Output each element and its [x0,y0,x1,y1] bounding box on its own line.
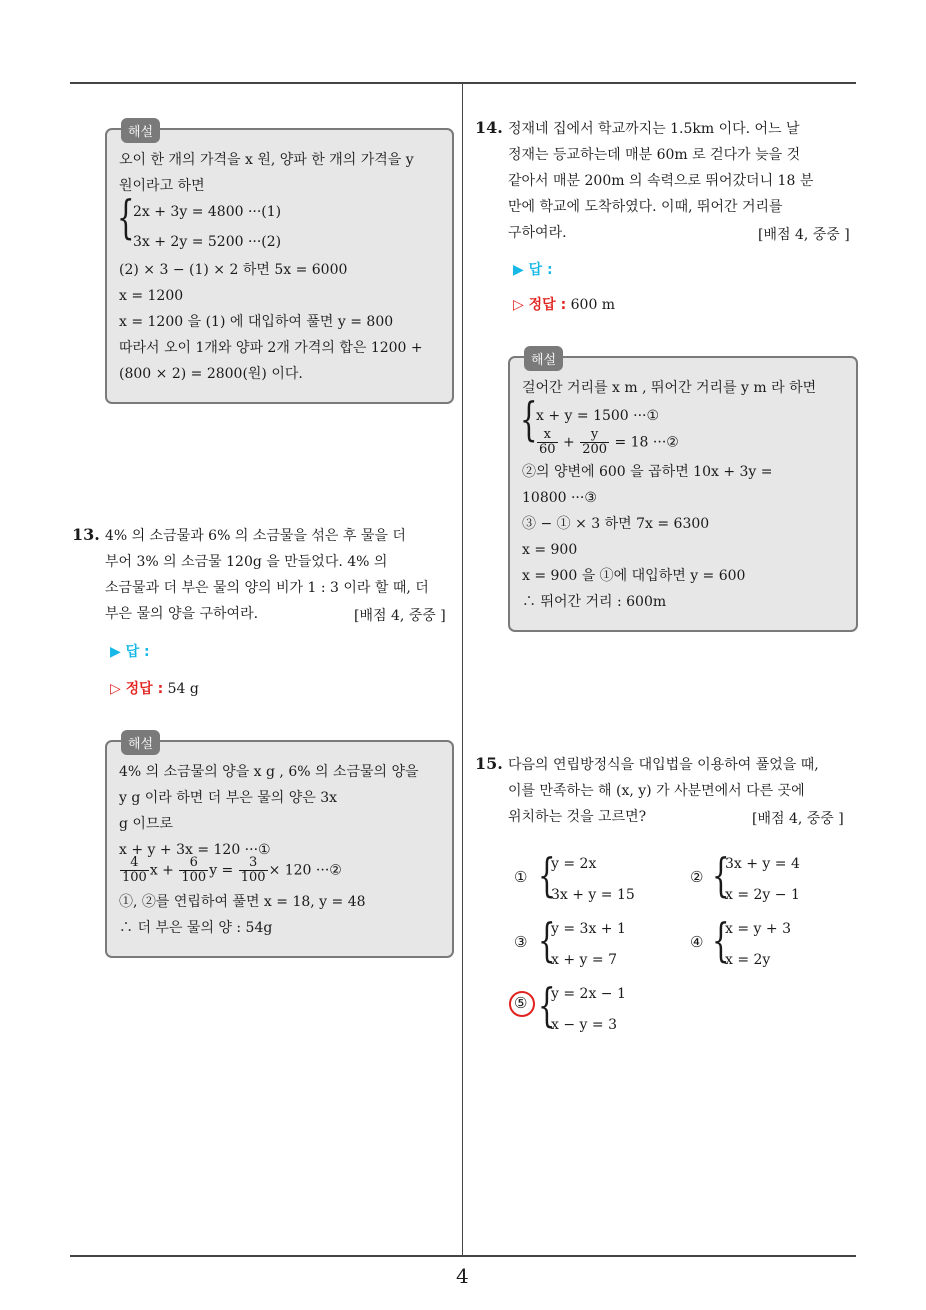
top-rule [70,82,856,84]
solution-line: ③ − ① × 3 하면 7x = 6300 [522,516,710,532]
answer-label: ▶ 답 : [110,644,150,660]
score-meta: [배점 4, 중중 ] [758,227,850,243]
solution-line: 걸어간 거리를 x m , 뛰어간 거리를 y m 라 하면 [522,380,817,396]
option-equation: 3x + y = 4 [725,856,800,872]
option-equation: x = 2y [725,952,771,968]
solution-box-13 [105,737,454,958]
bottom-rule [70,1255,856,1257]
question-text: 정재네 집에서 학교까지는 1.5km 이다. 어느 날 [508,121,800,137]
question-text: 이를 만족하는 해 (x, y) 가 사분면에서 다른 곳에 [508,783,805,799]
correct-value: 600 m [570,297,616,313]
equation-line-fraction: $\frac{4}{100}$ x + $\frac{6}{100}$ y = $\frac{3}{100}$ × 120 ···② [122,855,342,885]
question-text: 4% 의 소금물과 6% 의 소금물을 섞은 후 물을 더 [105,528,406,544]
question-text: 만에 학교에 도착하였다. 이때, 뛰어간 거리를 [508,199,783,215]
system-brace: { [712,913,730,967]
fraction: $\frac{3}{100}$ [240,855,266,885]
solution-line: x = 900 [522,542,578,558]
equation-line: 3x + 2y = 5200 ···(2) [133,234,282,250]
question-text: 위치하는 것을 고르면? [508,809,647,825]
fraction: $\frac{x}{60}$ [539,427,556,457]
question-text: 다음의 연립방정식을 대입법을 이용하여 풀었을 때, [508,757,819,773]
solution-line: y g 이라 하면 더 부은 물의 양은 3x [119,790,338,806]
solution-line: 10800 ···③ [522,490,597,506]
solution-tag: 해설 [524,346,563,371]
question-text: 정재는 등교하는데 매분 60m 로 걷다가 늦을 것 [508,147,801,163]
question-text: 소금물과 더 부은 물의 양의 비가 1 : 3 이라 할 때, 더 [105,580,429,596]
option-equation: x = 2y − 1 [725,887,800,903]
answer-label: ▶ 답 : [513,262,553,278]
option-number[interactable]: ② [690,868,704,886]
question-number: 14. [475,118,503,137]
system-brace: { [538,978,556,1032]
question-number: 13. [72,525,100,544]
correct-answer-row [110,678,199,698]
solution-line: x = 900 을 ①에 대입하면 y = 600 [522,568,746,584]
question-text: 같아서 매분 200m 의 속력으로 뛰어갔더니 18 분 [508,173,814,189]
question-number: 15. [475,754,503,773]
equation-line: x + y + 3x = 120 ···① [119,842,271,858]
option-equation: 3x + y = 15 [551,887,635,903]
solution-box-14 [508,353,858,632]
fraction: $\frac{4}{100}$ [122,855,147,885]
option-number[interactable]: ⑤ [514,994,528,1012]
system-brace: { [117,190,135,244]
solution-line: (800 × 2) = 2800(원) 이다. [119,366,303,382]
solution-tag: 해설 [121,730,160,755]
correct-label: ▷ 정답 : [110,681,164,697]
page-number: 4 [456,1264,469,1288]
fraction: $\frac{6}{100}$ [181,855,207,885]
system-brace: { [538,913,556,967]
score-meta: [배점 4, 중중 ] [354,608,446,624]
solution-line: ①, ②를 연립하여 풀면 x = 18, y = 48 [119,894,366,910]
solution-line: 4% 의 소금물의 양을 x g , 6% 의 소금물의 양을 [119,764,419,780]
solution-line: (2) × 3 − (1) × 2 하면 5x = 6000 [119,262,348,278]
option-number[interactable]: ③ [514,933,528,951]
option-equation: y = 2x [551,856,597,872]
column-divider [462,84,463,1256]
correct-label: ▷ 정답 : [513,297,567,313]
option-equation: x = y + 3 [725,921,791,937]
option-equation: x − y = 3 [551,1017,617,1033]
option-equation: x + y = 7 [551,952,617,968]
option-equation: y = 2x − 1 [551,986,626,1002]
option-number[interactable]: ① [514,868,528,886]
question-text: 구하여라. [508,225,567,241]
solution-line: ∴ 더 부은 물의 양 : 54g [119,920,273,936]
solution-line: ②의 양변에 600 을 곱하면 10x + 3y = [522,464,773,480]
system-brace: { [712,848,730,902]
equation-line-fraction: $\frac{x}{60}$ + $\frac{y}{200}$ = 18 ···② [539,427,679,457]
equation-line: x + y = 1500 ···① [536,408,660,424]
solution-line: 원이라고 하면 [119,178,205,194]
solution-box-12 [105,125,454,404]
solution-tag: 해설 [121,118,160,143]
solution-line: x = 1200 을 (1) 에 대입하여 풀면 y = 800 [119,314,394,330]
solution-line: x = 1200 [119,288,184,304]
solution-line: g 이므로 [119,816,173,832]
answer-row [513,259,553,279]
solution-line: 오이 한 개의 가격을 x 원, 양파 한 개의 가격을 y [119,152,414,168]
answer-row [110,641,150,661]
question-text: 부은 물의 양을 구하여라. [105,606,259,622]
correct-value: 54 g [167,681,199,697]
option-number[interactable]: ④ [690,933,704,951]
option-equation: y = 3x + 1 [551,921,626,937]
fraction: $\frac{y}{200}$ [582,427,608,457]
system-brace: { [538,848,556,902]
question-text: 부어 3% 의 소금물 120g 을 만들었다. 4% 의 [105,554,388,570]
correct-answer-row [513,294,615,314]
equation-line: 2x + 3y = 4800 ···(1) [133,204,282,220]
score-meta: [배점 4, 중중 ] [752,811,844,827]
solution-line: 따라서 오이 1개와 양파 2개 가격의 합은 1200 + [119,340,423,356]
solution-line: ∴ 뛰어간 거리 : 600m [522,594,667,610]
system-brace: { [520,392,538,446]
